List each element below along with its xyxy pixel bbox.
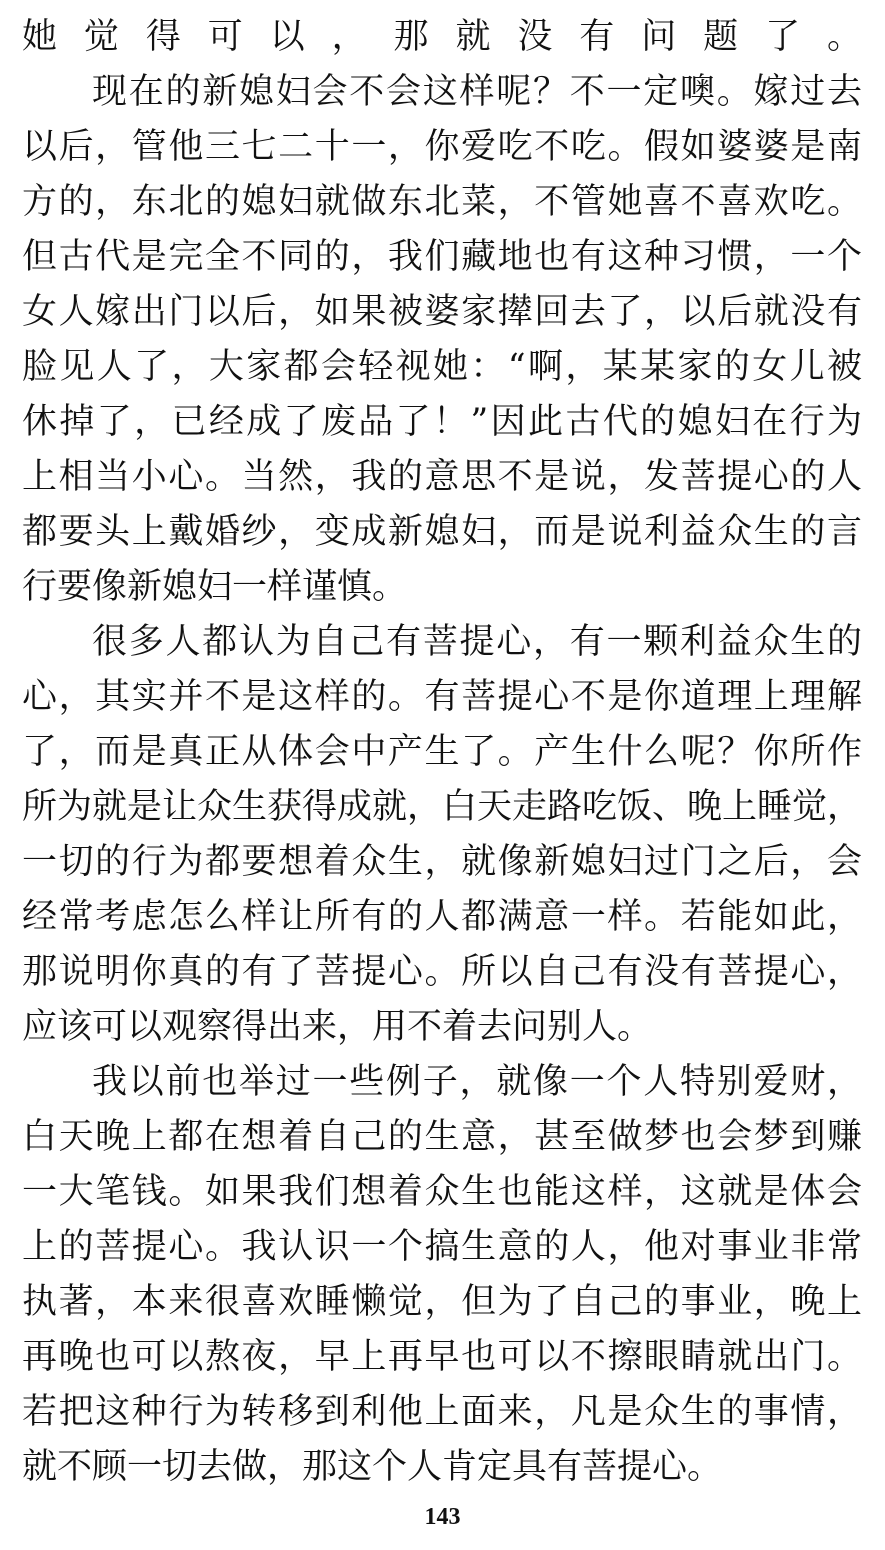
- text-line: 脸见人了，大家都会轻视她：“啊，某某家的女儿被: [22, 347, 862, 387]
- text-line: 上相当小心。当然，我的意思不是说，发菩提心的人: [22, 457, 862, 497]
- text-line: 一切的行为都要想着众生，就像新媳妇过门之后，会: [22, 842, 862, 882]
- text-line: 以后，管他三七二十一，你爱吃不吃。假如婆婆是南: [22, 127, 862, 167]
- text-line: 她觉得可以，那就没有问题了。: [22, 17, 862, 57]
- text-line: 那说明你真的有了菩提心。所以自己有没有菩提心，: [22, 952, 862, 992]
- text-line: 经常考虑怎么样让所有的人都满意一样。若能如此，: [22, 897, 862, 937]
- text-line: 方的，东北的媳妇就做东北菜，不管她喜不喜欢吃。: [22, 182, 862, 222]
- text-line: 女人嫁出门以后，如果被婆家撵回去了，以后就没有: [22, 292, 862, 332]
- text-line: 一大笔钱。如果我们想着众生也能这样，这就是体会: [22, 1172, 862, 1212]
- text-line: 现在的新媳妇会不会这样呢？不一定噢。嫁过去: [92, 72, 862, 112]
- text-line: 但古代是完全不同的，我们藏地也有这种习惯，一个: [22, 237, 862, 277]
- text-line: 心，其实并不是这样的。有菩提心不是你道理上理解: [22, 677, 862, 717]
- page-number: 143: [424, 1504, 461, 1530]
- text-line: 再晚也可以熬夜，早上再早也可以不擦眼睛就出门。: [22, 1337, 862, 1377]
- text-line: 就不顾一切去做，那这个人肯定具有菩提心。: [22, 1447, 723, 1487]
- text-line: 执著，本来很喜欢睡懒觉，但为了自己的事业，晚上: [22, 1282, 862, 1322]
- text-line: 上的菩提心。我认识一个搞生意的人，他对事业非常: [22, 1227, 862, 1267]
- text-line: 我以前也举过一些例子，就像一个人特别爱财，: [92, 1062, 862, 1102]
- text-line: 都要头上戴婚纱，变成新媳妇，而是说利益众生的言: [22, 512, 862, 552]
- body-text: [22, 10, 862, 1495]
- text-line: 了，而是真正从体会中产生了。产生什么呢？你所作: [22, 732, 862, 772]
- text-line: 行要像新媳妇一样谨慎。: [22, 567, 408, 607]
- text-line: 所为就是让众生获得成就，白天走路吃饭、晚上睡觉，: [22, 787, 863, 827]
- text-line: 很多人都认为自己有菩提心，有一颗利益众生的: [92, 622, 862, 662]
- text-line: 休掉了，已经成了废品了！”因此古代的媳妇在行为: [22, 402, 862, 442]
- text-line: 应该可以观察得出来，用不着去问别人。: [22, 1007, 653, 1047]
- text-line: 白天晚上都在想着自己的生意，甚至做梦也会梦到赚: [22, 1117, 862, 1157]
- text-line: 若把这种行为转移到利他上面来，凡是众生的事情，: [22, 1392, 862, 1432]
